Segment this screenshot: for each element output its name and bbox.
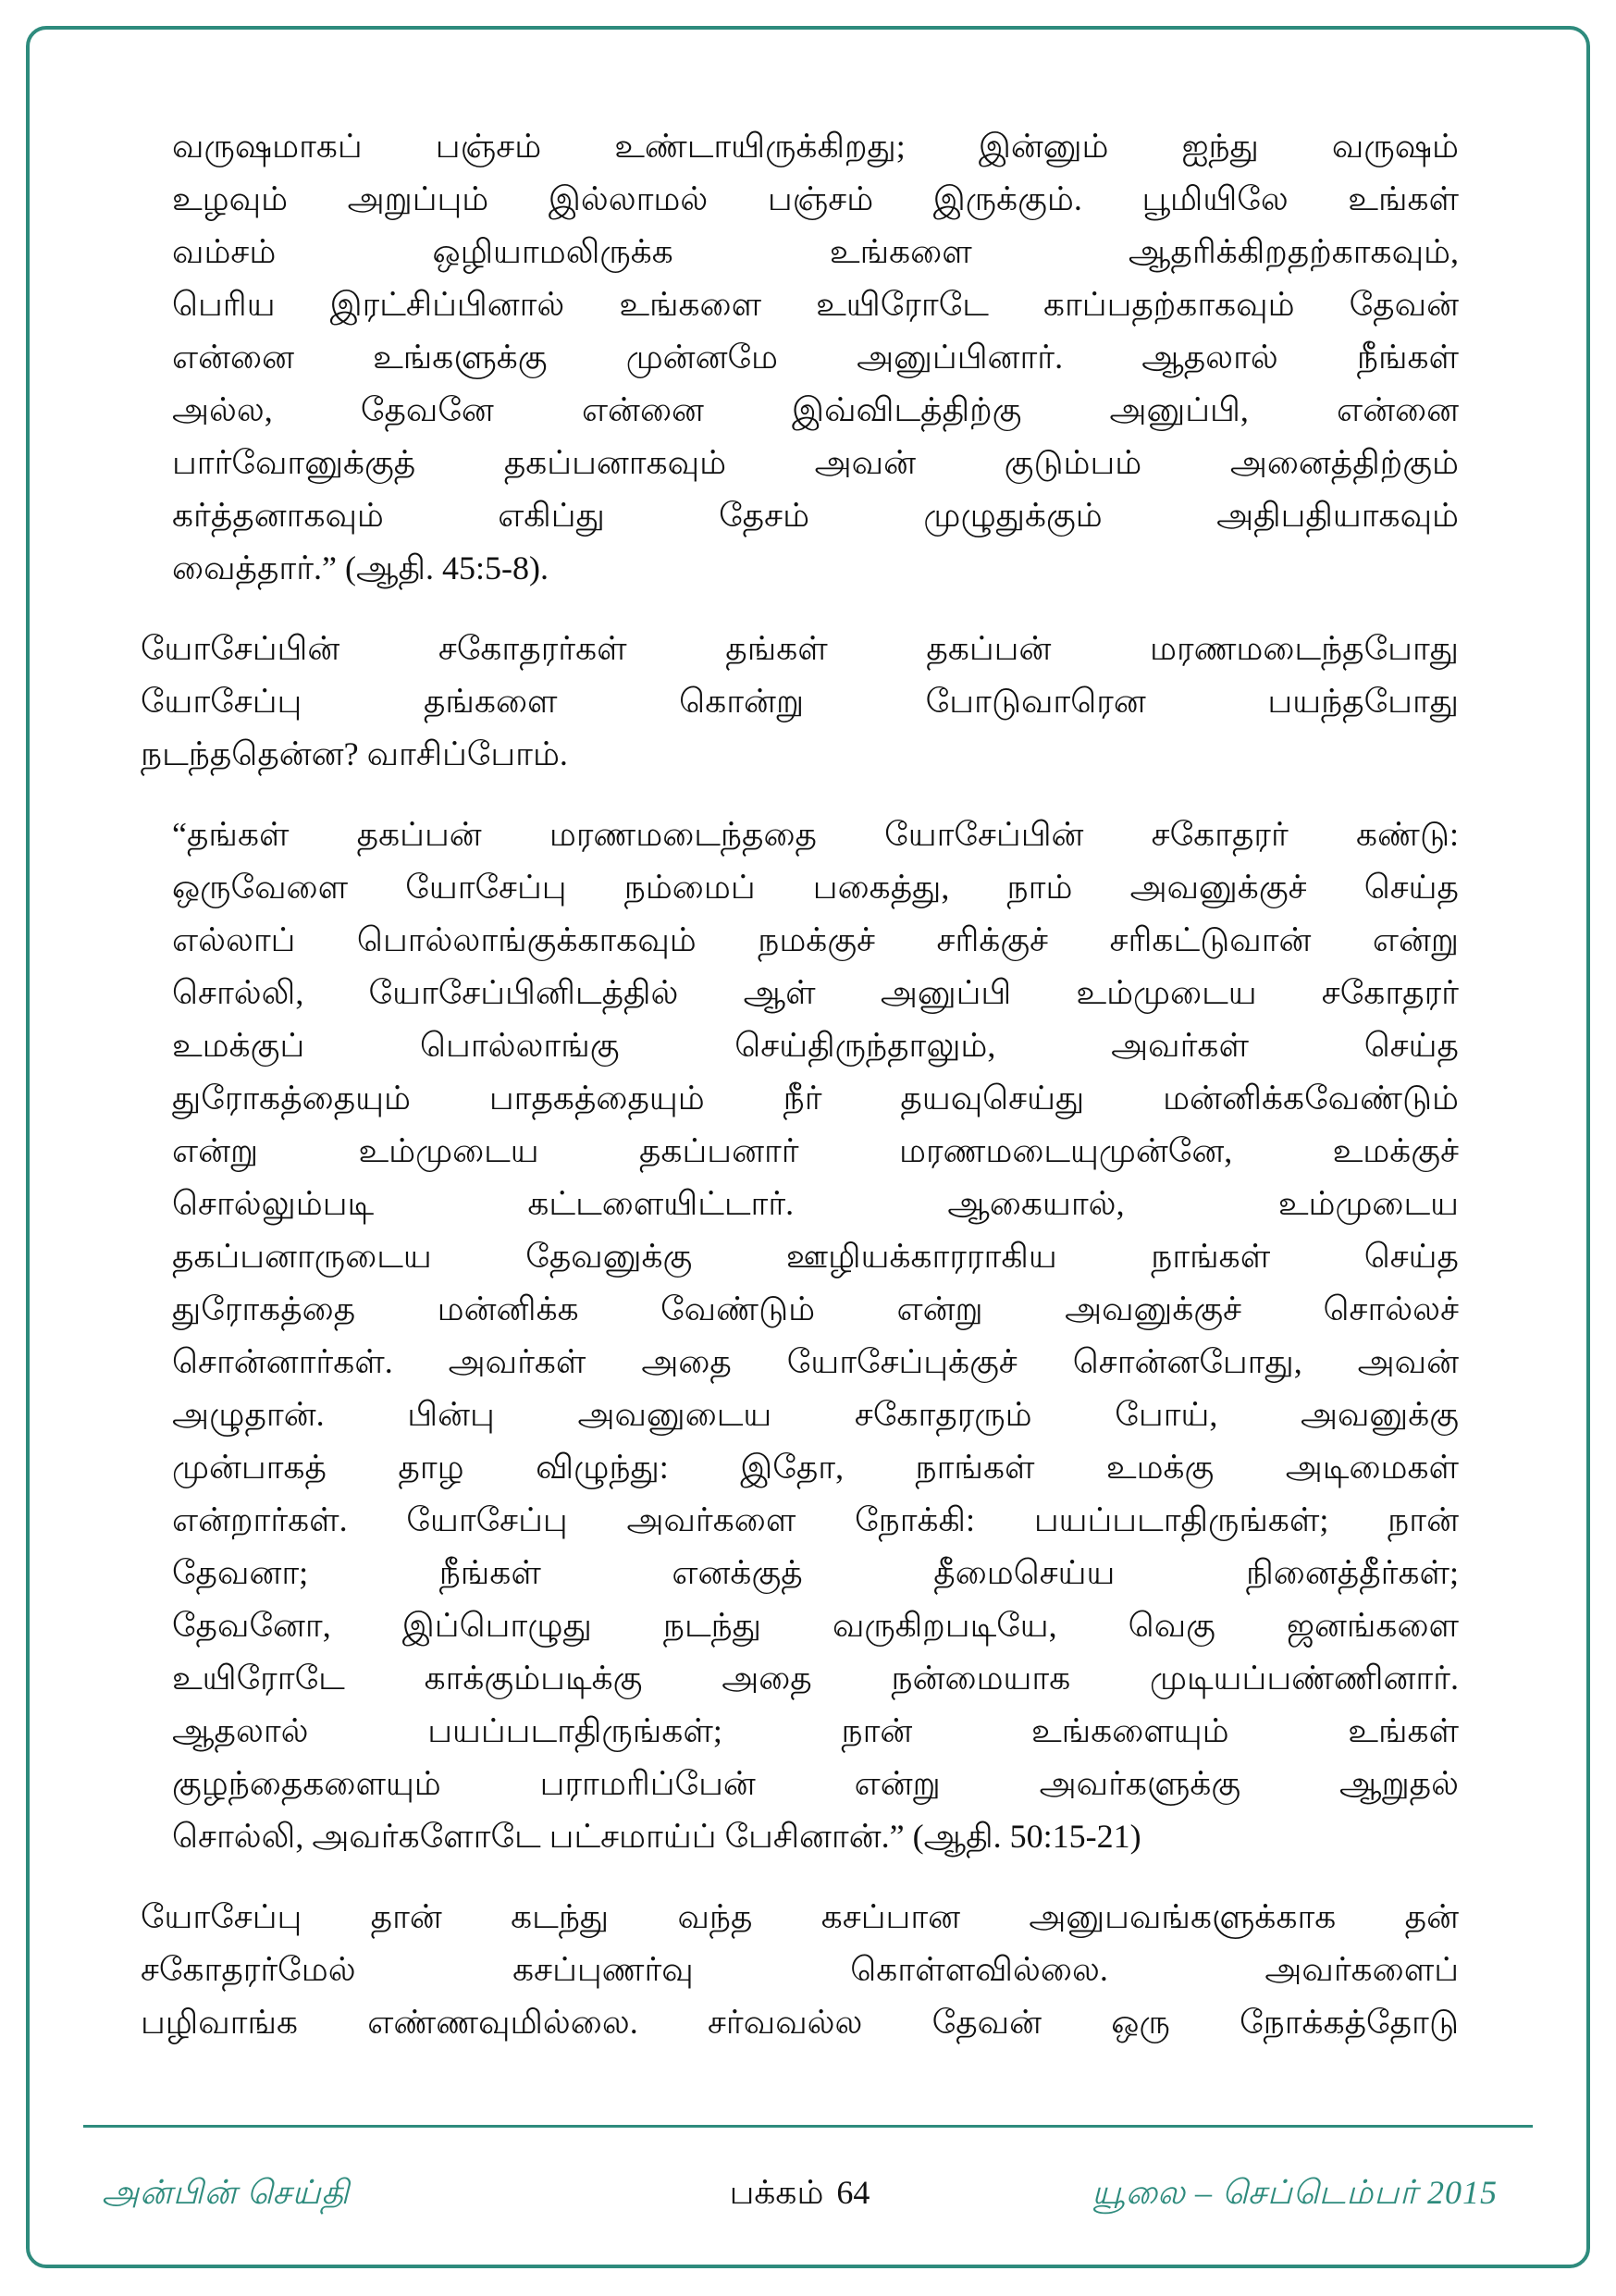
footer-left-cell [102,2173,730,2216]
text-line: பார்வோனுக்குத் தகப்பனாகவும் அவன் குடும்பம் அனைத்திற்கும் [172,444,1459,481]
text-line: பழிவாங்க எண்ணவுமில்லை. சர்வவல்ல தேவன் ஒரு நோக்கத்தோடு [141,2004,1459,2041]
footer-separator-line [83,2125,1533,2128]
paragraph-body [141,1891,1459,2049]
text-line: வைத்தார்.” (ஆதி. 45:5-8). [172,549,549,586]
text-line: சகோதரர்மேல் கசப்புணர்வு கொள்ளவில்லை. அவர்களைப் [141,1951,1459,1988]
magazine-title: அன்பின் செய்தி [102,2174,350,2211]
text-line: அழுதான். பின்பு அவனுடைய சகோதரரும் போய், அவனுக்கு [172,1396,1459,1433]
text-line: உழவும் அறுப்பும் இல்லாமல் பஞ்சம் இருக்கும். பூமியிலே உங்கள் [172,180,1459,217]
text-line: அல்ல, தேவனே என்னை இவ்விடத்திற்கு அனுப்பி, என்னை [172,391,1459,428]
page-footer [102,2173,1498,2216]
paragraph-quote [172,809,1459,1863]
page-body [141,120,1459,2077]
text-line: உமக்குப் பொல்லாங்கு செய்திருந்தாலும், அவர்கள் செய்த [172,1027,1459,1064]
text-line: உயிரோடே காக்கும்படிக்கு அதை நன்மையாக முடியப்பண்ணினார். [172,1660,1459,1697]
text-line: “தங்கள் தகப்பன் மரணமடைந்ததை யோசேப்பின் சகோதரர் கண்டு: [172,816,1459,853]
text-line: பெரிய இரட்சிப்பினால் உங்களை உயிரோடே காப்பதற்காகவும் தேவன் [172,286,1459,323]
text-line: ஆதலால் பயப்படாதிருங்கள்; நான் உங்களையும் உங்கள் [172,1712,1459,1749]
text-line: நடந்ததென்ன? வாசிப்போம். [141,735,568,772]
text-line: சொல்லி, அவர்களோடே பட்சமாய்ப் பேசினான்.” (ஆதி. 50:15-21) [172,1818,1141,1855]
page-number-label: பக்கம் [729,2174,824,2211]
text-line: குழந்தைகளையும் பராமரிப்பேன் என்று அவர்களுக்கு ஆறுதல் [172,1765,1459,1802]
page-number-value: 64 [836,2174,870,2211]
text-line: கர்த்தனாகவும் எகிப்து தேசம் முழுதுக்கும் அதிபதியாகவும் [172,497,1459,534]
issue-date: யூலை – செப்டெம்பர் 2015 [1092,2174,1498,2211]
paragraph-body [141,623,1459,781]
text-line: என்றார்கள். யோசேப்பு அவர்களை நோக்கி: பயப்படாதிருங்கள்; நான் [172,1501,1459,1538]
paragraph-quote [172,120,1459,595]
text-line: வருஷமாகப் பஞ்சம் உண்டாயிருக்கிறது; இன்னும் ஐந்து வருஷம் [172,128,1459,165]
text-line: வம்சம் ஒழியாமலிருக்க உங்களை ஆதரிக்கிறதற்காகவும், [172,233,1459,270]
text-line: ஒருவேளை யோசேப்பு நம்மைப் பகைத்து, நாம் அவனுக்குச் செய்த [172,869,1459,906]
text-line: யோசேப்பின் சகோதரர்கள் தங்கள் தகப்பன் மரணமடைந்தபோது [141,630,1459,667]
page-number [730,2173,870,2216]
text-line: தகப்பனாருடைய தேவனுக்கு ஊழியக்காரராகிய நாங்கள் செய்த [172,1238,1459,1275]
text-line: என்னை உங்களுக்கு முன்னமே அனுப்பினார். ஆதலால் நீங்கள் [172,339,1459,376]
text-line: துரோகத்தை மன்னிக்க வேண்டும் என்று அவனுக்குச் சொல்லச் [172,1290,1459,1327]
text-line: யோசேப்பு தான் கடந்து வந்த கசப்பான அனுபவங்களுக்காக தன் [141,1898,1459,1935]
text-line: முன்பாகத் தாழ விழுந்து: இதோ, நாங்கள் உமக்கு அடிமைகள் [172,1449,1459,1486]
text-line: சொல்லும்படி கட்டளையிட்டார். ஆகையால், உம்முடைய [172,1185,1459,1222]
text-line: என்று உம்முடைய தகப்பனார் மரணமடையுமுன்னே, உமக்குச் [172,1132,1459,1169]
footer-right-cell [870,2173,1498,2216]
text-line: யோசேப்பு தங்களை கொன்று போடுவாரென பயந்தபோது [141,683,1459,720]
text-line: தேவனா; நீங்கள் எனக்குத் தீமைசெய்ய நினைத்தீர்கள்; [172,1554,1459,1591]
text-line: சொன்னார்கள். அவர்கள் அதை யோசேப்புக்குச் சொன்னபோது, அவன் [172,1343,1459,1380]
text-line: சொல்லி, யோசேப்பினிடத்தில் ஆள் அனுப்பி உம்முடைய சகோதரர் [172,974,1459,1011]
text-line: துரோகத்தையும் பாதகத்தையும் நீர் தயவுசெய்து மன்னிக்கவேண்டும் [172,1080,1459,1117]
text-line: தேவனோ, இப்பொழுது நடந்து வருகிறபடியே, வெகு ஜனங்களை [172,1607,1459,1644]
text-line: எல்லாப் பொல்லாங்குக்காகவும் நமக்குச் சரிக்குச் சரிகட்டுவான் என்று [172,921,1459,958]
page-border-frame [26,26,1590,2268]
